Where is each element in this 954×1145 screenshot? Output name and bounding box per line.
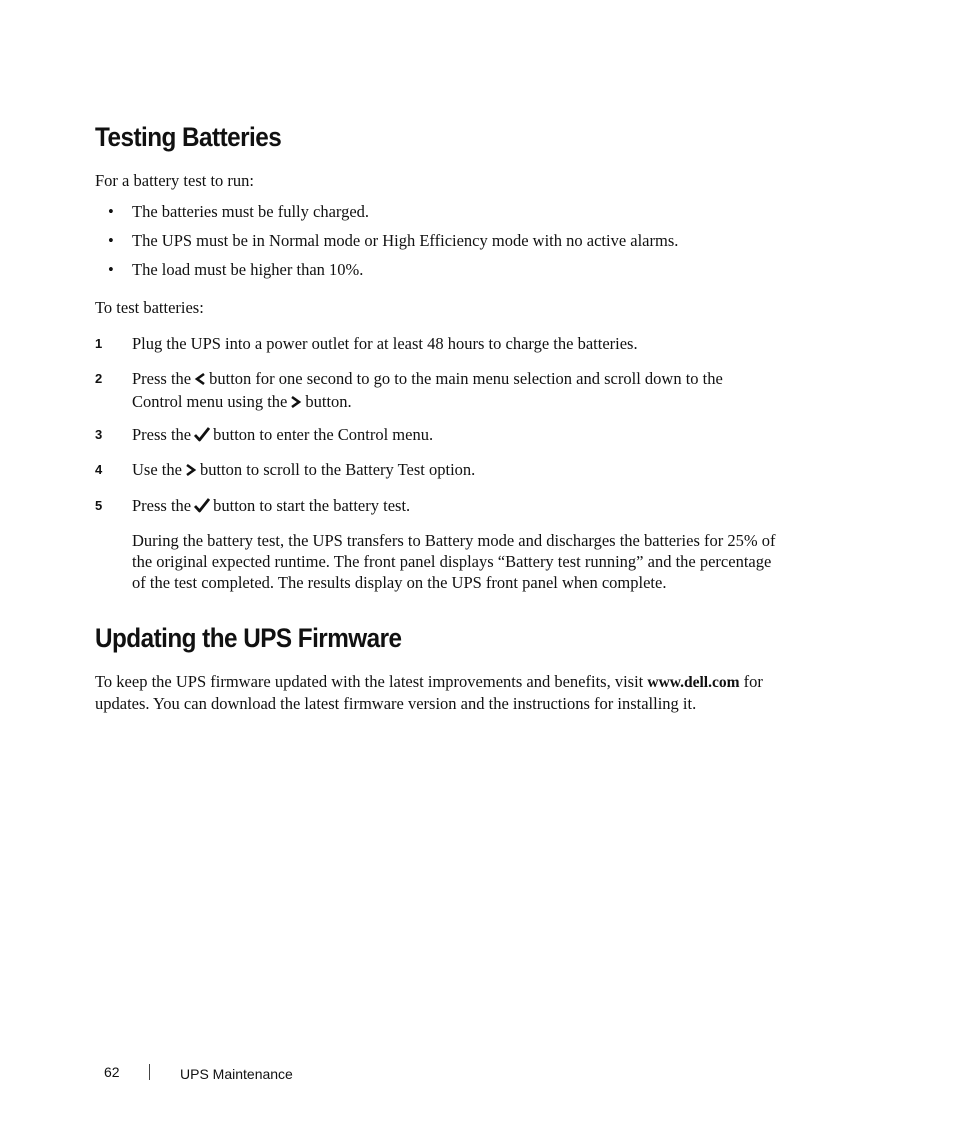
chevron-right-icon [185,461,197,482]
checkmark-icon [194,497,210,518]
step-text-part: Press the [132,425,192,444]
step-5-note [132,530,852,593]
bullet-text: The UPS must be in Normal mode or High Efficiency mode with no active alarms. [132,231,679,250]
step-text-part: button for one second to go to the main menu selection and scroll down to the [209,369,723,388]
firmware-text: To keep the UPS firmware updated with the latest improvements and benefits, visit [95,672,644,691]
list-item [0,230,954,252]
step-text-part: Control menu using the [132,392,288,411]
step-text [132,424,852,447]
bullet-text: The load must be higher than 10%. [132,260,364,279]
step-text [132,368,852,414]
step-text [132,495,852,518]
step-text-part: button to scroll to the Battery Test option. [199,460,476,479]
chevron-left-icon [194,370,206,391]
section-title-updating-firmware: Updating the UPS Firmware [95,623,402,653]
step-text: Plug the UPS into a power outlet for at least 48 hours to charge the batteries. [132,334,638,353]
step-text-part: button. [305,392,352,411]
bullet-icon: • [108,231,114,250]
bullet-icon: • [108,202,114,221]
note-line: During the battery test, the UPS transfers to Battery mode and discharges the batteries for 25% of [132,531,776,550]
step-number: 5 [95,498,103,513]
step-text-part: button to enter the Control menu. [213,425,434,444]
step-number: 4 [95,462,103,477]
firmware-text: for [743,672,763,691]
step-text-part: Press the [132,496,192,515]
checkmark-icon [194,426,210,447]
note-line: of the test completed. The results display on the UPS front panel when complete. [132,573,667,592]
bullet-text: The batteries must be fully charged. [132,202,370,221]
bullet-icon: • [108,260,114,279]
step-text [132,459,852,482]
section-title-testing-batteries: Testing Batteries [95,122,282,152]
footer-chapter-title: UPS Maintenance [180,1066,293,1082]
step-number: 1 [95,336,103,351]
list-item [0,201,954,223]
page-number: 62 [104,1064,120,1080]
step-text-part: Use the [132,460,182,479]
list-item [0,259,954,281]
footer-divider [149,1064,150,1080]
step-number: 2 [95,371,103,386]
battery-test-intro: For a battery test to run: [95,171,255,190]
dell-website-link[interactable]: www.dell.com [647,674,740,691]
chevron-right-icon [290,393,302,414]
step-text-part: button to start the battery test. [213,496,411,515]
firmware-paragraph [95,671,763,714]
step-number: 3 [95,427,103,442]
step-text-part: Press the [132,369,192,388]
note-line: the original expected runtime. The front panel displays “Battery test running” and the percentage [132,552,772,571]
firmware-text: updates. You can download the latest firmware version and the instructions for installing it. [95,694,697,713]
steps-intro: To test batteries: [95,298,204,317]
